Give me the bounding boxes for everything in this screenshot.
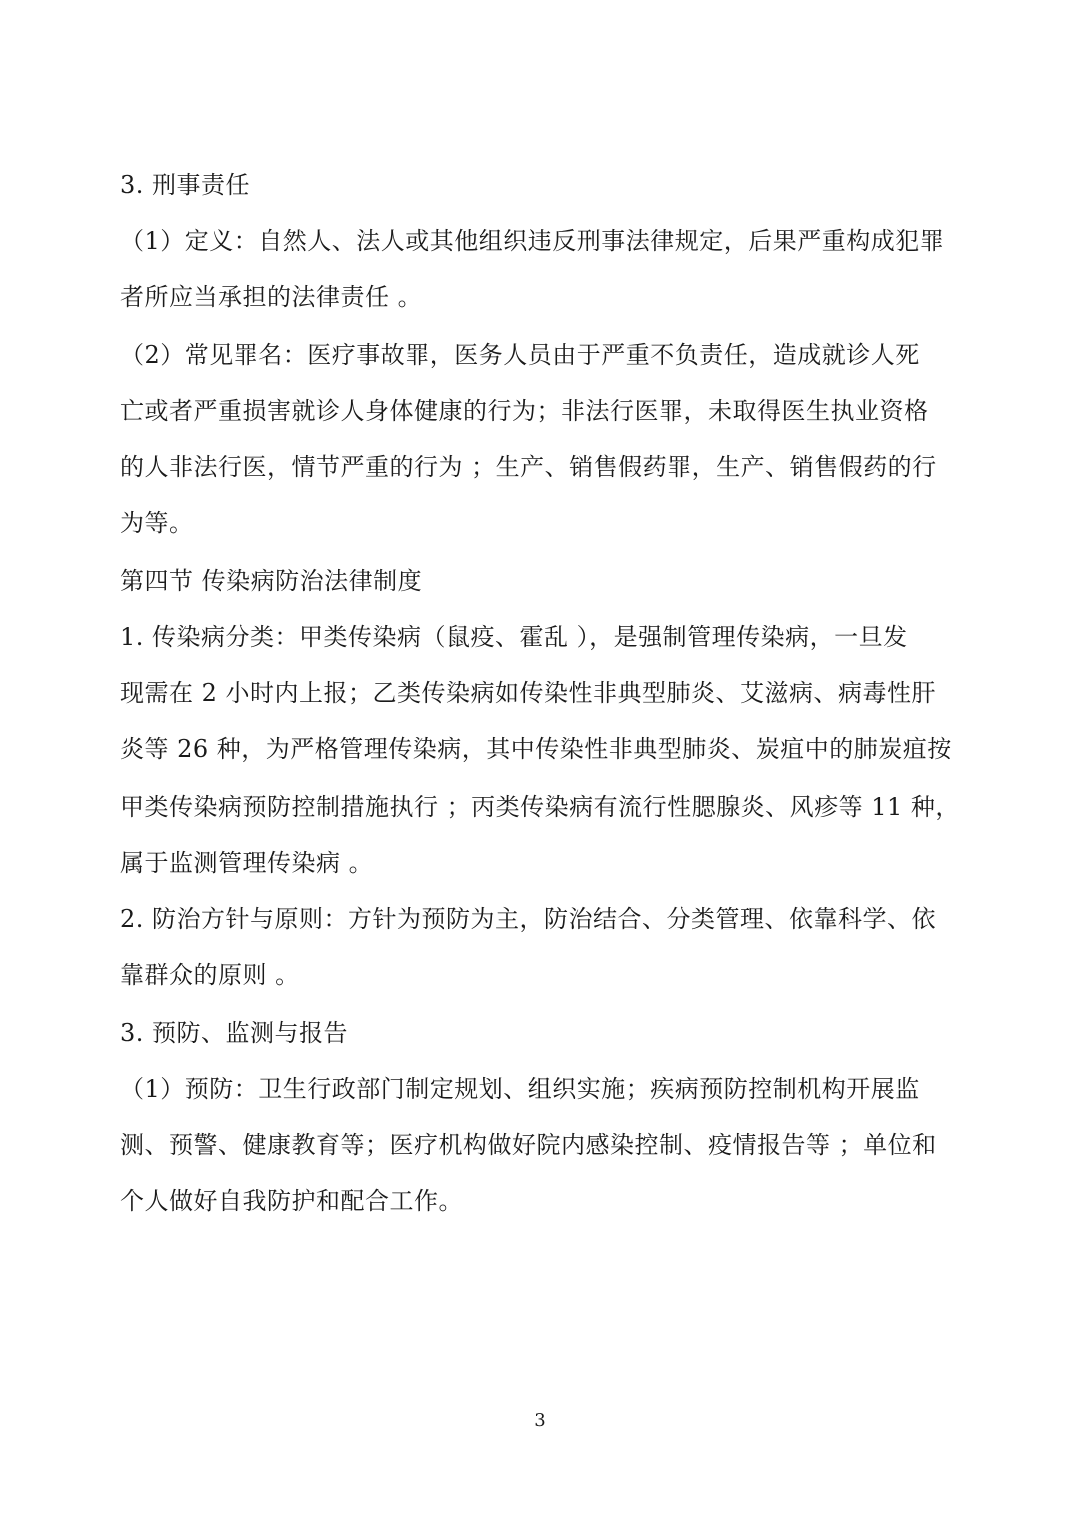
page-number: 3 <box>534 1410 546 1431</box>
heading-prevention-monitoring: 3. 预防、监测与报告 <box>120 1019 349 1047</box>
paragraph-classification-line-1: 1. 传染病分类：甲类传染病（鼠疫、霍乱 ），是强制管理传染病，一旦发 <box>120 623 908 651</box>
paragraph-principles-line-1: 2. 防治方针与原则：方针为预防为主，防治结合、分类管理、依靠科学、依 <box>120 905 937 933</box>
paragraph-definition-line-2: 者所应当承担的法律责任 。 <box>120 283 423 311</box>
paragraph-definition-line-1: （1）定义：自然人、法人或其他组织违反刑事法律规定，后果严重构成犯罪 <box>120 227 945 255</box>
paragraph-crimes-line-2: 亡或者严重损害就诊人身体健康的行为；非法行医罪，未取得医生执业资格 <box>120 397 929 425</box>
section-heading-infectious-disease: 第四节 传染病防治法律制度 <box>120 567 423 595</box>
paragraph-classification-line-2: 现需在 2 小时内上报；乙类传染病如传染性非典型肺炎、艾滋病、病毒性肝 <box>120 679 937 707</box>
paragraph-crimes-line-4: 为等。 <box>120 509 194 537</box>
paragraph-prevention-line-1: （1）预防：卫生行政部门制定规划、组织实施；疾病预防控制机构开展监 <box>120 1075 920 1103</box>
paragraph-classification-line-4: 甲类传染病预防控制措施执行 ；丙类传染病有流行性腮腺炎、风疹等 11 种， <box>120 793 960 821</box>
paragraph-crimes-line-1: （2）常见罪名：医疗事故罪，医务人员由于严重不负责任，造成就诊人死 <box>120 341 920 369</box>
paragraph-principles-line-2: 靠群众的原则 。 <box>120 961 300 989</box>
heading-criminal-liability: 3. 刑事责任 <box>120 171 251 199</box>
paragraph-crimes-line-3: 的人非法行医，情节严重的行为 ；生产、销售假药罪，生产、销售假药的行 <box>120 453 937 481</box>
paragraph-classification-line-5: 属于监测管理传染病 。 <box>120 849 374 877</box>
paragraph-prevention-line-2: 测、预警、健康教育等；医疗机构做好院内感染控制、疫情报告等 ；单位和 <box>120 1131 937 1159</box>
paragraph-prevention-line-3: 个人做好自我防护和配合工作。 <box>120 1187 463 1215</box>
paragraph-classification-line-3: 炎等 26 种，为严格管理传染病，其中传染性非典型肺炎、炭疽中的肺炭疽按 <box>120 735 952 763</box>
